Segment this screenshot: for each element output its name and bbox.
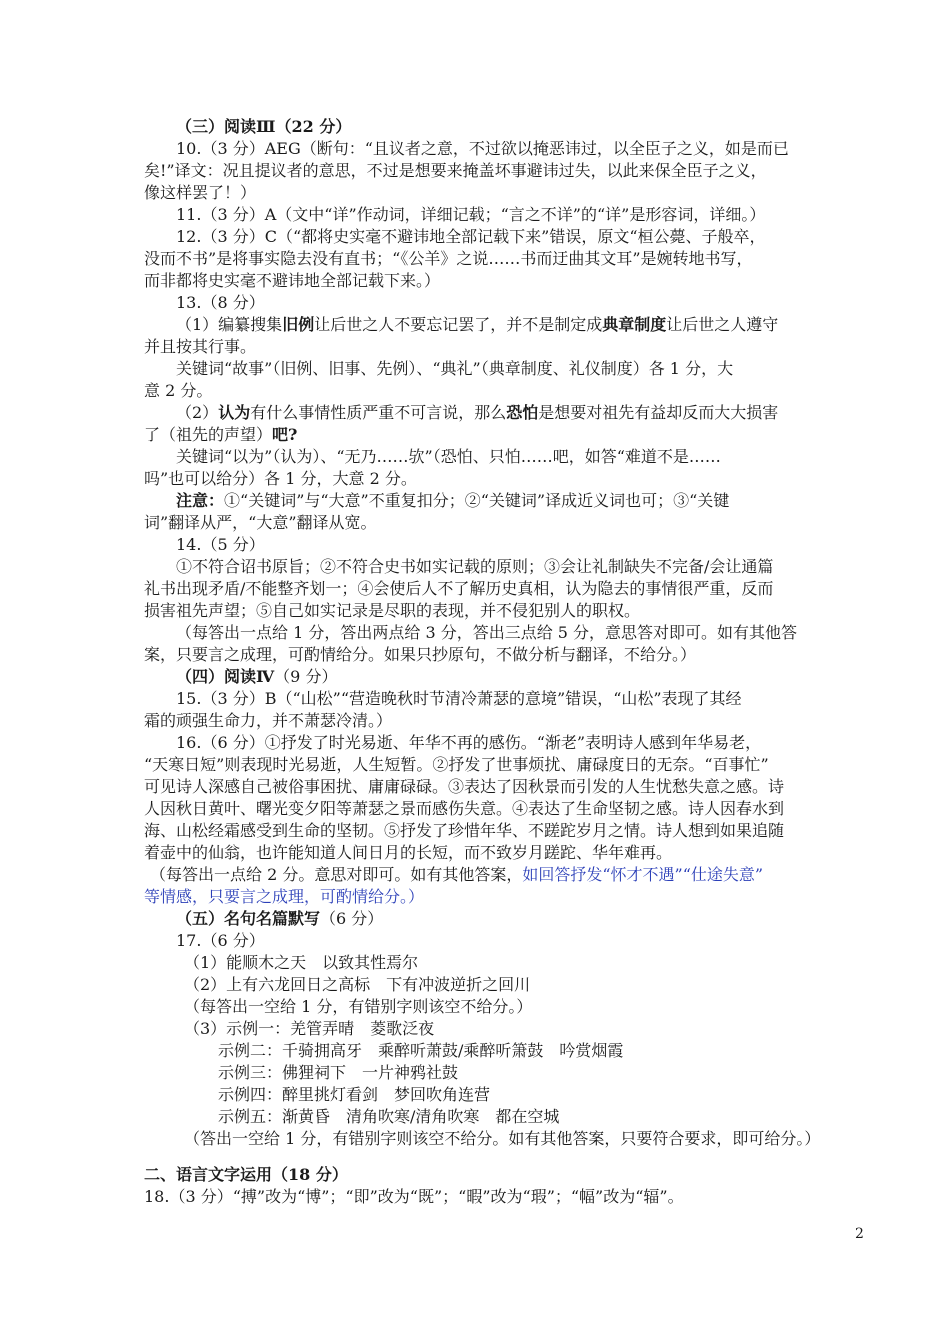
q13-answer-2-line-1 (176, 402, 778, 424)
q16-scoring-note-line-1 (150, 864, 763, 886)
q16-line-1: 16.（6 分）①抒发了时光易逝、年华不再的感伤。“渐老”表明诗人感到年华易老， (176, 733, 762, 752)
q15-line-1: 15.（3 分）B（“山松”“营造晚秋时节清冷萧瑟的意境”错误，“山松”表现了其经 (176, 689, 742, 708)
q16-scoring-note-line-2: 等情感，只要言之成理，可酌情给分。） (144, 887, 425, 906)
q14-line-4: （每答出一点给 1 分，答出两点给 3 分，答出三点给 5 分，意思答对即可。如有其他答 (176, 623, 798, 642)
part-2-heading: 二、语言文字运用（18 分） (144, 1165, 348, 1184)
q13-note-text: ①“关键词”与“大意”不重复扣分；②“关键词”译成近义词也可；③“关键 (224, 491, 730, 510)
q17-answer-2: （2）上有六龙回日之高标 下有冲波逆折之回川 (184, 975, 531, 994)
q17-note-2: （答出一空给 1 分，有错别字则该空不给分。如有其他答案，只要符合要求，即可给分。） (184, 1129, 821, 1148)
q14-line-3: 损害祖先声望；⑤自己如实记录是尽职的表现，并不侵犯别人的职权。 (144, 601, 641, 620)
q16-line-3: 可见诗人深感自己被俗事困扰、庸庸碌碌。③表达了因秋景而引发的人生忧愁失意之感。诗 (144, 777, 785, 796)
q13-keyword-note-2-line-1: 关键词“以为”（认为）、“无乃……欤”（恐怕、只怕……吧，如答“难道不是…… (176, 447, 721, 466)
q14-head: 14.（5 分） (176, 535, 265, 554)
q13-p2-e: 是想要对祖先有益却反而大大损害 (538, 403, 779, 422)
q17-example-5: 示例五：渐黄昏 清角吹寒/清角吹寒 都在空城 (218, 1107, 560, 1126)
q16-line-4: 人因秋日黄叶、曙光变夕阳等萧瑟之景而感伤失意。④表达了生命坚韧之感。诗人因春水到 (144, 799, 785, 818)
page-number: 2 (855, 1226, 864, 1242)
q17-head: 17.（6 分） (176, 931, 265, 950)
q13-note-label: 注意： (176, 491, 225, 510)
q13-keyword-note-2-line-2: 吗”也可以给分）各 1 分，大意 2 分。 (144, 469, 417, 488)
q16-note-highlight: 如回答抒发“怀才不遇”“仕途失意” (522, 865, 764, 884)
q13-answer-2-line-2 (144, 424, 297, 446)
q17-example-2: 示例二：千骑拥高牙 乘醉听萧鼓/乘醉听箫鼓 吟赏烟霞 (218, 1041, 624, 1060)
q15-line-2: 霜的顽强生命力，并不萧瑟冷清。） (144, 711, 393, 730)
q12-line-3: 而非都将史实毫不避讳地全部记载下来。） (144, 271, 441, 290)
q13-p1-c: 让后世之人不要忘记罢了，并不是制定成 (314, 315, 603, 334)
section-5-score: （6 分） (320, 909, 384, 928)
q17-answer-3-example-1: （3）示例一：羌管弄晴 菱歌泛夜 (184, 1019, 435, 1038)
q13-keyword-kongpa: 恐怕 (506, 403, 539, 422)
q13-p2-l2a: 了（祖先的声望） (144, 425, 273, 444)
q14-line-2: 礼书出现矛盾/不能整齐划一；④会使后人不了解历史真相，认为隐去的事情很严重，反而 (144, 579, 774, 598)
q12-line-1: 12.（3 分）C（“都将史实毫不避讳地全部记载下来”错误，原文“桓公薨、子般卒， (176, 227, 766, 246)
q13-keyword-note-1-line-1: 关键词“故事”（旧例、旧事、先例）、“典礼”（典章制度、礼仪制度）各 1 分，大 (176, 359, 734, 378)
q17-note-1: （每答出一空给 1 分，有错别字则该空不给分。） (184, 997, 533, 1016)
q13-note-line-2: 词”翻译从严，“大意”翻译从宽。 (144, 513, 377, 532)
q13-p2-a: （2） (176, 403, 219, 422)
section-4-score: （9 分） (274, 667, 338, 686)
q13-keyword-ba: 吧? (272, 425, 298, 444)
q10-line-2: 矣!”译文：况且提议者的意思，不过是想要来掩盖坏事避讳过失，以此来保全臣子之义， (144, 161, 767, 180)
q18-line: 18.（3 分）“搏”改为“博”；“即”改为“既”；“暇”改为“瑕”；“幅”改为“辐”。 (144, 1187, 684, 1206)
q13-p2-c: 有什么事情性质严重不可言说，那么 (250, 403, 507, 422)
q17-example-4: 示例四：醉里挑灯看剑 梦回吹角连营 (218, 1085, 491, 1104)
q17-example-3: 示例三：佛狸祠下 一片神鸦社鼓 (218, 1063, 459, 1082)
q13-answer-1-line-1 (176, 314, 778, 336)
q16-line-6: 着壶中的仙翁，也许能知道人间日月的长短，而不致岁月蹉跎、华年难再。 (144, 843, 673, 862)
q12-line-2: 没而不书”是将事实隐去没有直书；“《公羊》之说……书而迂曲其文耳”是婉转地书写， (144, 249, 753, 268)
section-heading-reading-4 (176, 666, 337, 688)
q16-line-5: 海、山松经霜感受到生命的坚韧。⑤抒发了珍惜年华、不蹉跎岁月之情。诗人想到如果追随 (144, 821, 785, 840)
q16-note-a: （每答出一点给 2 分。意思对即可。如有其他答案， (150, 865, 523, 884)
q17-answer-1: （1）能顺木之天 以致其性焉尔 (184, 953, 419, 972)
q10-line-3: 像这样罢了！） (144, 183, 257, 202)
q13-note-line-1 (176, 490, 729, 512)
q16-line-2: “天寒日短”则表现时光易逝，人生短暂。②抒发了世事烦扰、庸碌度日的无奈。“百事忙” (144, 755, 769, 774)
q13-head: 13.（8 分） (176, 293, 265, 312)
q13-keyword-dianzhang: 典章制度 (602, 315, 667, 334)
section-heading-recitation (176, 908, 383, 930)
q13-keyword-jiuli: 旧例 (282, 315, 315, 334)
q13-p1-a: （1）编纂搜集 (176, 315, 283, 334)
q14-line-5: 案，只要言之成理，可酌情给分。如果只抄原句，不做分析与翻译，不给分。） (144, 645, 697, 664)
section-5-title: （五）名句名篇默写 (176, 909, 321, 928)
q13-keyword-renwei: 认为 (218, 403, 251, 422)
q13-keyword-note-1-line-2: 意 2 分。 (144, 381, 213, 400)
section-4-title: （四）阅读Ⅳ (176, 667, 275, 686)
q13-answer-1-line-2: 并且按其行事。 (144, 337, 257, 356)
q10-line-1: 10.（3 分）AEG（断句：“且议者之意，不过欲以掩恶讳过，以全臣子之义，如是而已 (176, 139, 789, 158)
q13-p1-e: 让后世之人遵守 (666, 315, 779, 334)
section-heading-reading-3: （三）阅读Ⅲ（22 分） (176, 117, 352, 136)
q11-line: 11.（3 分）A（文中“详”作动词，详细记载；“言之不详”的“详”是形容词，详细。） (176, 205, 766, 224)
q14-line-1: ①不符合诏书原旨；②不符合史书如实记载的原则；③会让礼制缺失不完备/会让通篇 (176, 557, 774, 576)
